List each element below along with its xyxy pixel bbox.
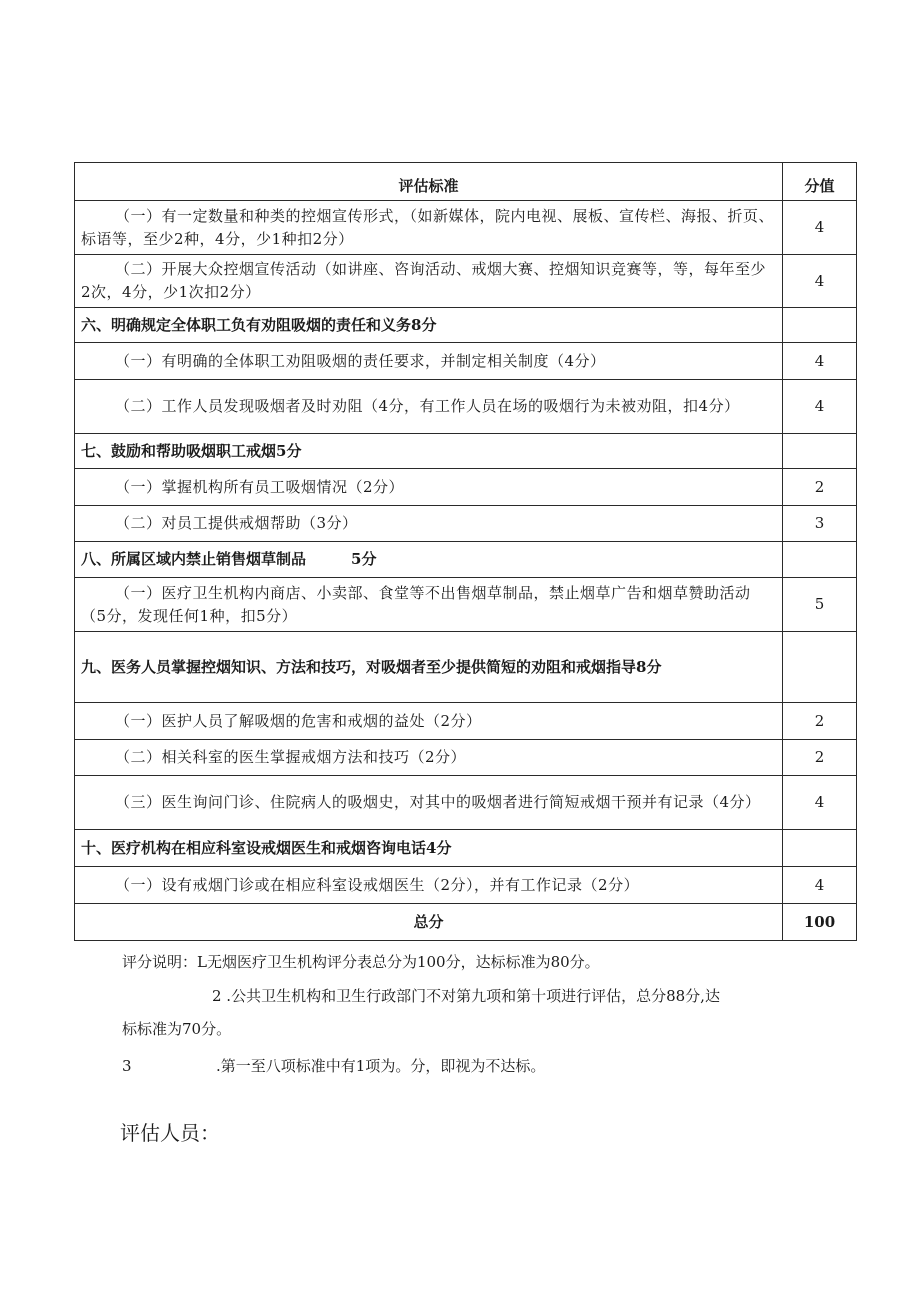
score-value: 4	[783, 201, 857, 255]
notes-line-2b: 标标准为70分。	[122, 1020, 232, 1038]
criteria-item-text: （一）掌握机构所有员工吸烟情况（2分）	[75, 469, 783, 506]
score-value	[783, 434, 857, 469]
notes-line-2a: 2 .公共卫生机构和卫生行政部门不对第九项和第十项进行评估，总分88分,达	[212, 987, 720, 1005]
score-value: 2	[783, 740, 857, 776]
criteria-item-text: （二）相关科室的医生掌握戒烟方法和技巧（2分）	[75, 740, 783, 776]
scoring-table	[74, 162, 857, 941]
item-row	[75, 255, 857, 308]
score-value: 2	[783, 469, 857, 506]
section-heading: 八、所属区域内禁止销售烟草制品 5分	[75, 542, 783, 578]
criteria-item-text: （二）开展大众控烟宣传活动（如讲座、咨询活动、戒烟大赛、控烟知识竞赛等，等，每年至少2次，4分，少1次扣2分）	[75, 255, 783, 308]
item-row	[75, 343, 857, 380]
score-value: 3	[783, 506, 857, 542]
section-row	[75, 830, 857, 867]
item-row	[75, 380, 857, 434]
section-row	[75, 542, 857, 578]
criteria-item-text: （一）有一定数量和种类的控烟宣传形式，（如新媒体，院内电视、展板、宣传栏、海报、折页、标语等，至少2种，4分，少1种扣2分）	[75, 201, 783, 255]
section-heading: 七、鼓励和帮助吸烟职工戒烟5分	[75, 434, 783, 469]
criteria-item-text: （一）设有戒烟门诊或在相应科室设戒烟医生（2分），并有工作记录（2分）	[75, 867, 783, 904]
score-value: 4	[783, 343, 857, 380]
section-heading: 十、医疗机构在相应科室设戒烟医生和戒烟咨询电话4分	[75, 830, 783, 867]
score-value: 4	[783, 380, 857, 434]
notes-line-3-number: 3	[122, 1057, 132, 1075]
section-row	[75, 632, 857, 703]
item-row	[75, 506, 857, 542]
item-row	[75, 776, 857, 830]
item-row	[75, 867, 857, 904]
score-value	[783, 830, 857, 867]
total-label: 总分	[75, 904, 783, 941]
item-row	[75, 703, 857, 740]
item-row	[75, 740, 857, 776]
criteria-item-text: （二）对员工提供戒烟帮助（3分）	[75, 506, 783, 542]
criteria-item-text: （一）有明确的全体职工劝阻吸烟的责任要求，并制定相关制度（4分）	[75, 343, 783, 380]
score-value: 4	[783, 867, 857, 904]
item-row	[75, 469, 857, 506]
criteria-item-text: （一）医护人员了解吸烟的危害和戒烟的益处（2分）	[75, 703, 783, 740]
score-value: 5	[783, 578, 857, 632]
criteria-item-text: （三）医生询问门诊、住院病人的吸烟史，对其中的吸烟者进行简短戒烟干预并有记录（4分）	[75, 776, 783, 830]
score-value: 4	[783, 255, 857, 308]
total-row	[75, 904, 857, 941]
criteria-item-text: （一）医疗卫生机构内商店、小卖部、食堂等不出售烟草制品，禁止烟草广告和烟草赞助活动（5分，发现任何1种，扣5分）	[75, 578, 783, 632]
score-value: 2	[783, 703, 857, 740]
score-header: 分值	[783, 163, 857, 201]
item-row	[75, 201, 857, 255]
item-row	[75, 578, 857, 632]
notes-line-3: .第一至八项标准中有1项为。分，即视为不达标。	[216, 1057, 546, 1075]
score-value	[783, 632, 857, 703]
section-heading: 六、明确规定全体职工负有劝阻吸烟的责任和义务8分	[75, 308, 783, 343]
score-value: 4	[783, 776, 857, 830]
total-score: 100	[783, 904, 857, 941]
score-value	[783, 542, 857, 578]
table-header-row	[75, 163, 857, 201]
criteria-item-text: （二）工作人员发现吸烟者及时劝阻（4分，有工作人员在场的吸烟行为未被劝阻，扣4分）	[75, 380, 783, 434]
criteria-header: 评估标准	[75, 163, 783, 201]
section-row	[75, 434, 857, 469]
section-row	[75, 308, 857, 343]
score-value	[783, 308, 857, 343]
evaluator-label: 评估人员：	[120, 1121, 220, 1145]
notes-line-1: 评分说明：L无烟医疗卫生机构评分表总分为100分，达标标准为80分。	[122, 953, 600, 971]
section-heading: 九、医务人员掌握控烟知识、方法和技巧，对吸烟者至少提供简短的劝阻和戒烟指导8分	[75, 632, 783, 703]
